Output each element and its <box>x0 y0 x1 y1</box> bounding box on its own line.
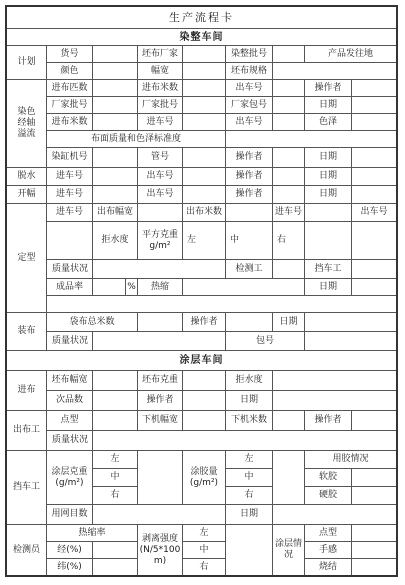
group-feed: 进布 <box>7 371 47 411</box>
label-out-meters: 出布米数 <box>183 204 226 222</box>
label-quality-2: 质量状况 <box>47 332 93 351</box>
setting-spacer-row <box>47 296 396 313</box>
value-quality-3[interactable] <box>93 431 396 451</box>
label-operator-7: 操作者 <box>305 411 352 431</box>
value-glue-right[interactable] <box>226 487 273 505</box>
value-greige-mill[interactable] <box>183 46 226 63</box>
label-peel: 剥离强度 (N/5*100 m) <box>138 525 183 575</box>
label-date: 日期 <box>305 97 352 114</box>
value-operator-4[interactable] <box>273 186 305 204</box>
value-yield[interactable] <box>93 279 126 296</box>
group-bagging: 装布 <box>7 313 47 351</box>
label-operator: 操作者 <box>305 80 352 97</box>
value-out-car-4[interactable] <box>183 186 226 204</box>
value-date-3[interactable] <box>352 168 396 186</box>
value-operator-7[interactable] <box>352 411 396 431</box>
group-open-width: 开幅 <box>7 186 47 204</box>
label-coat-status: 涂层情况 <box>273 525 305 575</box>
label-date-7: 日期 <box>226 391 273 411</box>
value-goods-no[interactable] <box>93 46 138 63</box>
label-bag-meters: 袋布总米数 <box>47 313 138 332</box>
label-mill-batch-2: 厂家批号 <box>138 97 183 114</box>
value-out-car-2[interactable] <box>273 114 305 131</box>
label-gsm: 平方克重 g/m² <box>138 222 183 260</box>
value-spot-type[interactable] <box>93 411 138 431</box>
label-in-meters-2: 进布米数 <box>47 114 93 131</box>
value-peel-left[interactable] <box>183 525 226 542</box>
label-pct: % <box>126 279 138 296</box>
value-date-5[interactable] <box>352 279 396 296</box>
label-in-pieces: 进布匹数 <box>47 80 93 97</box>
label-qc-standard: 布面质量和色泽标准度 <box>47 131 226 148</box>
group-dewater: 脱水 <box>7 168 47 186</box>
label-pack-no: 包号 <box>226 332 305 351</box>
label-width: 幅宽 <box>138 63 183 80</box>
value-dye-machine[interactable] <box>93 148 138 168</box>
value-defect-count[interactable] <box>93 391 138 411</box>
group-inspector: 检测员 <box>7 525 47 575</box>
label-peel-right: 右 <box>199 561 209 572</box>
value-date-8[interactable] <box>273 505 396 525</box>
label-dye-batch: 染整批号 <box>226 46 273 63</box>
value-bag-meters[interactable] <box>138 313 183 332</box>
label-out-car-2: 出车号 <box>226 114 273 131</box>
value-out-width[interactable] <box>138 204 183 222</box>
label-peel-left: 左 <box>199 527 209 538</box>
value-width[interactable] <box>183 63 226 80</box>
label-baking: 烧结 <box>305 559 352 575</box>
group-out: 出布工 <box>7 411 47 451</box>
value-off-width[interactable] <box>183 411 226 431</box>
label-quality-3: 质量状况 <box>47 431 93 451</box>
value-operator[interactable] <box>352 80 396 97</box>
value-warp[interactable] <box>93 542 138 559</box>
value-heat-shrink[interactable] <box>183 279 305 296</box>
label-operator-6: 操作者 <box>138 391 183 411</box>
value-dye-batch[interactable] <box>273 46 305 63</box>
label-date-6: 日期 <box>273 313 305 332</box>
value-out-car[interactable] <box>273 80 305 97</box>
value-operator-5[interactable] <box>226 313 273 332</box>
value-in-meters-2[interactable] <box>93 114 138 131</box>
label-in-car-3: 进车号 <box>47 168 93 186</box>
value-feel[interactable] <box>352 542 396 559</box>
label-date-3: 日期 <box>305 168 352 186</box>
label-mill-pack: 厂家包号 <box>226 97 273 114</box>
value-quality[interactable] <box>93 260 226 279</box>
label-coat-right: 右 <box>110 490 120 500</box>
label-off-meters: 下机米数 <box>226 411 273 431</box>
label-glue-qty: 用网目数 <box>47 505 93 525</box>
group-dye-process: 染色 经轴 溢流 <box>7 80 47 168</box>
value-peel-mid[interactable] <box>183 542 226 559</box>
label-defect-count: 次品数 <box>47 391 93 411</box>
label-quality: 质量状况 <box>47 260 93 279</box>
value-operator-6[interactable] <box>183 391 226 411</box>
value-in-car-3[interactable] <box>93 168 138 186</box>
value-water-resist[interactable] <box>273 371 396 391</box>
value-peel-right[interactable] <box>183 559 226 575</box>
section-coat: 涂层车间 <box>7 351 396 371</box>
value-qc-standard[interactable] <box>226 131 396 148</box>
label-heat-shrink: 热缩 <box>138 279 183 296</box>
label-goods-no: 货号 <box>47 46 93 63</box>
value-in-car-6[interactable] <box>305 204 352 222</box>
value-greige-gsm[interactable] <box>183 371 226 391</box>
label-peel-mid: 中 <box>199 544 209 555</box>
value-soft-glue[interactable] <box>352 469 396 487</box>
label-hard-glue: 硬胶 <box>305 487 352 505</box>
label-date-2: 日期 <box>305 148 352 168</box>
label-operator-4: 操作者 <box>226 186 273 204</box>
value-inspector-tag[interactable] <box>273 260 305 279</box>
label-stenter-tag: 挡车工 <box>305 260 352 279</box>
label-water-resist: 拒水度 <box>226 371 273 391</box>
label-inspector-tag: 检测工 <box>226 260 273 279</box>
label-ship-date: 产品发往地 <box>305 46 396 63</box>
label-dye-machine: 染缸机号 <box>47 148 93 168</box>
label-shrink-rate: 热缩率 <box>47 525 138 542</box>
label-operator-2: 操作者 <box>226 148 273 168</box>
card-frame <box>5 5 398 577</box>
label-operator-3: 操作者 <box>226 168 273 186</box>
label-out-car-5: 出车号 <box>352 204 396 222</box>
label-glue-status: 用胶情况 <box>305 451 396 469</box>
value-weft[interactable] <box>93 559 138 575</box>
value-peel-fill[interactable] <box>226 525 273 575</box>
value-tube-no[interactable] <box>183 148 226 168</box>
label-left: 左 <box>183 222 226 260</box>
label-spot-type-2: 点型 <box>305 525 352 542</box>
label-in-meters: 进布米数 <box>138 80 183 97</box>
label-date-4: 日期 <box>305 186 352 204</box>
value-quality-2[interactable] <box>93 332 226 351</box>
label-date-8: 日期 <box>226 505 273 525</box>
value-hard-glue[interactable] <box>352 487 396 505</box>
value-date-4[interactable] <box>352 186 396 204</box>
label-coat-left: 左 <box>110 454 120 464</box>
label-weft: 纬(%) <box>47 559 93 575</box>
value-coat-fill[interactable] <box>138 451 183 505</box>
value-out-meters[interactable] <box>226 204 273 222</box>
value-glue-mid[interactable] <box>226 469 273 487</box>
value-color-light[interactable] <box>352 114 396 131</box>
label-coat-gsm: 涂层克重 (g/m²) <box>47 451 93 505</box>
group-stenter: 挡车工 <box>7 451 47 525</box>
value-right-2[interactable] <box>352 222 396 260</box>
label-in-car-4: 进车号 <box>47 186 93 204</box>
value-off-meters[interactable] <box>273 411 305 431</box>
value-mill-batch-2[interactable] <box>183 97 226 114</box>
value-glue-fill[interactable] <box>273 451 305 505</box>
value-baking[interactable] <box>352 559 396 575</box>
value-operator-3[interactable] <box>273 168 305 186</box>
label-glue-mid: 中 <box>244 472 254 482</box>
value-greige-width[interactable] <box>93 371 138 391</box>
label-warp: 经(%) <box>47 542 93 559</box>
label-out-width: 出布幅宽 <box>93 204 138 222</box>
label-coat-mid: 中 <box>110 472 120 482</box>
value-stenter-tag[interactable] <box>352 260 396 279</box>
label-out-car: 出车号 <box>226 80 273 97</box>
value-pack-no[interactable] <box>305 332 396 351</box>
group-plan: 计划 <box>7 46 47 80</box>
group-setting: 定型 <box>7 204 47 313</box>
label-in-car-5: 进车号 <box>47 204 93 222</box>
label-out-car-4: 出车号 <box>138 186 183 204</box>
section-dye: 染整车间 <box>7 29 396 46</box>
value-coat-right[interactable] <box>93 487 138 505</box>
value-out-car-3[interactable] <box>183 168 226 186</box>
value-color[interactable] <box>93 63 138 80</box>
label-color: 颜色 <box>47 63 93 80</box>
label-yield: 成品率 <box>47 279 93 296</box>
value-glue-left[interactable] <box>226 451 273 469</box>
label-operator-5: 操作者 <box>183 313 226 332</box>
label-in-car-6: 进车号 <box>273 204 305 222</box>
label-greige-spec: 坯布规格 <box>226 63 273 80</box>
label-glue-left: 左 <box>244 454 254 464</box>
label-mill-batch: 厂家批号 <box>47 97 93 114</box>
label-right: 右 <box>273 222 305 260</box>
label-color-light: 色泽 <box>305 114 352 131</box>
value-mill-batch[interactable] <box>93 97 138 114</box>
value-setting-blank[interactable] <box>47 222 93 260</box>
value-date-2[interactable] <box>352 148 396 168</box>
value-spot-type-2[interactable] <box>352 525 396 542</box>
label-shrink: 拒水度 <box>93 222 138 260</box>
value-operator-2[interactable] <box>273 148 305 168</box>
label-date-5: 日期 <box>305 279 352 296</box>
value-in-car[interactable] <box>183 114 226 131</box>
label-glue-amt: 涂胶量 (g/m²) <box>183 451 226 505</box>
label-out-car-3: 出车号 <box>138 168 183 186</box>
label-greige-gsm: 坯布克重 <box>138 371 183 391</box>
value-in-car-4[interactable] <box>93 186 138 204</box>
label-mid: 中 <box>226 222 273 260</box>
label-soft-glue: 软胶 <box>305 469 352 487</box>
label-greige-mill: 坯布厂家 <box>138 46 183 63</box>
value-mill-pack[interactable] <box>273 97 305 114</box>
label-greige-width: 坯布幅宽 <box>47 371 93 391</box>
value-greige-spec[interactable] <box>273 63 396 80</box>
value-in-meters[interactable] <box>183 80 226 97</box>
value-in-pieces[interactable] <box>93 80 138 97</box>
value-coat-left[interactable] <box>93 451 138 469</box>
label-in-car: 进车号 <box>138 114 183 131</box>
value-date[interactable] <box>352 97 396 114</box>
label-glue-right: 右 <box>244 490 254 500</box>
value-right-1[interactable] <box>305 222 352 260</box>
label-spot-type: 点型 <box>47 411 93 431</box>
value-glue-qty[interactable] <box>93 505 226 525</box>
card-title: 生产流程卡 <box>7 7 396 29</box>
label-feel: 手感 <box>305 542 352 559</box>
label-off-width: 下机幅宽 <box>138 411 183 431</box>
value-coat-mid[interactable] <box>93 469 138 487</box>
value-date-7[interactable] <box>273 391 396 411</box>
label-tube-no: 管号 <box>138 148 183 168</box>
value-date-6[interactable] <box>305 313 396 332</box>
